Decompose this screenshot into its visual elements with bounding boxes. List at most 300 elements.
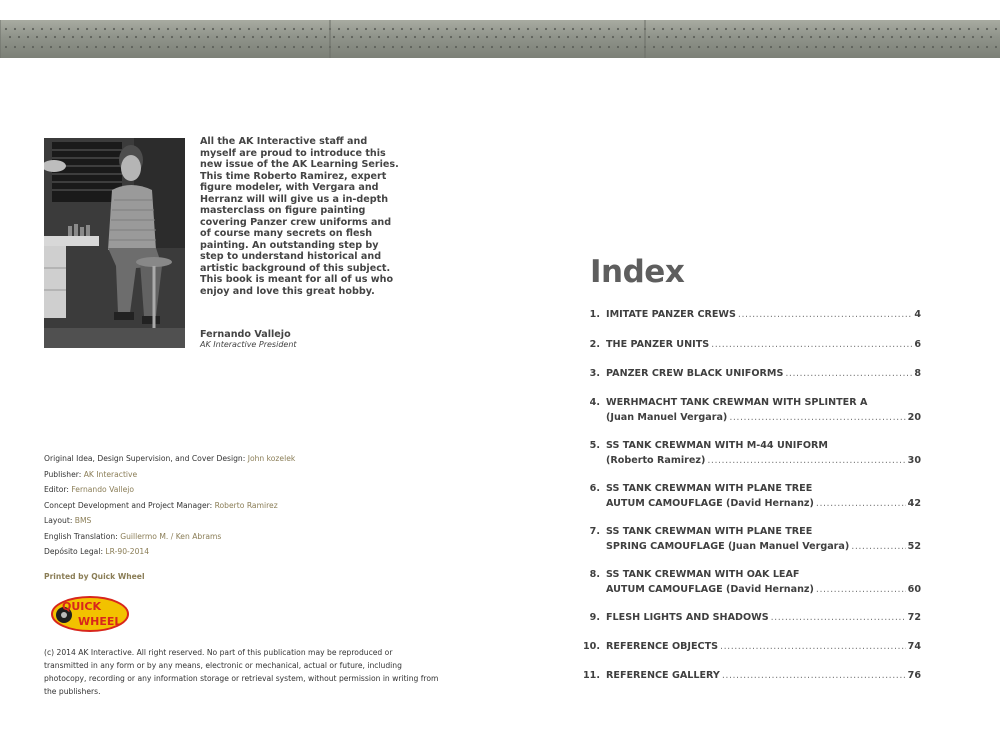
rivet [923,28,925,30]
rivet [198,36,200,38]
rivet [869,46,871,48]
rivet [653,46,655,48]
toc-page-number: 30 [907,454,921,466]
rivet [59,28,61,30]
toc-number: 5. [589,440,600,451]
rivet [149,28,151,30]
rivet [50,28,52,30]
rivet [437,28,439,30]
rivet [149,46,151,48]
rivet [5,28,7,30]
rivet [347,46,349,48]
rivet [752,28,754,30]
rivet [896,46,898,48]
quick-wheel-logo [50,594,132,638]
rivet [608,46,610,48]
rivet [392,46,394,48]
rivet [590,28,592,30]
toc-title: SS TANK CREWMAN WITH M-44 UNIFORM [606,440,828,451]
rivet [428,46,430,48]
rivet [959,28,961,30]
rivet [851,28,853,30]
toc-title: SPRING CAMOUFLAGE (Juan Manuel Vergara) [606,540,850,552]
rivet [585,36,587,38]
rivet [108,36,110,38]
dot-leader [851,540,905,555]
rivet [846,36,848,38]
rivet [653,28,655,30]
rivet [90,36,92,38]
rivet [648,36,650,38]
rivet [158,28,160,30]
rivet [441,36,443,38]
rivet [203,46,205,48]
rivet [558,36,560,38]
toc-number: 8. [589,569,600,580]
rivet [239,28,241,30]
rivet [891,36,893,38]
rivet [923,46,925,48]
rivet [504,36,506,38]
dot-leader [816,583,906,598]
rivet [689,46,691,48]
rivet [662,28,664,30]
rivet [297,36,299,38]
rivet [473,28,475,30]
rivet [896,28,898,30]
rivet [50,46,52,48]
rivet [878,46,880,48]
rivet [113,46,115,48]
riveted-metal-banner [0,20,1000,58]
rivet [572,46,574,48]
rivet [18,36,20,38]
rivet [765,36,767,38]
rivet [491,28,493,30]
rivet [491,46,493,48]
rivet [986,28,988,30]
toc-title: AUTUM CAMOUFLAGE (David Hernanz) [606,583,814,595]
rivet [374,28,376,30]
rivet [545,46,547,48]
rivet [464,28,466,30]
rivet [554,46,556,48]
rivet [671,28,673,30]
rivet [392,28,394,30]
toc-page-number: 20 [907,411,921,423]
rivet [635,28,637,30]
rivet [702,36,704,38]
rivet [945,36,947,38]
rivet [135,36,137,38]
rivet [270,36,272,38]
rivet [518,28,520,30]
rivet [482,46,484,48]
rivet [581,28,583,30]
rivet [306,36,308,38]
rivet [311,46,313,48]
rivet [590,46,592,48]
rivet [860,46,862,48]
dot-leader [816,497,906,512]
rivet [482,28,484,30]
rivet [729,36,731,38]
rivet [545,28,547,30]
rivet [32,28,34,30]
rivet [608,28,610,30]
logo-word-1: QUICK [62,600,101,613]
rivet [257,28,259,30]
rivet [536,28,538,30]
rivet [320,28,322,30]
rivet [72,36,74,38]
credit-label: Layout: [44,516,73,525]
signature-title: AK Interactive President [200,340,297,349]
rivet [212,46,214,48]
rivet [882,36,884,38]
rivet [189,36,191,38]
rivet [351,36,353,38]
rivet [801,36,803,38]
rivet [779,28,781,30]
rivet [185,46,187,48]
rivet [342,36,344,38]
rivet [315,36,317,38]
rivet [810,36,812,38]
rivet [446,46,448,48]
rivet [738,36,740,38]
rivet [689,28,691,30]
toc-page-number: 6 [914,339,921,350]
rivet [32,46,34,48]
credit-line [44,513,464,529]
rivet [432,36,434,38]
credits-list [44,451,464,560]
rivet [927,36,929,38]
credit-line [44,482,464,498]
rivet [95,28,97,30]
rivet [675,36,677,38]
rivet [914,46,916,48]
rivet [176,28,178,30]
rivet [225,36,227,38]
toc-title: IMITATE PANZER CREWS [606,309,736,320]
rivet [68,28,70,30]
rivet [968,28,970,30]
rivet [293,28,295,30]
rivet [950,28,952,30]
rivet [320,46,322,48]
rivet [324,36,326,38]
rivet [824,46,826,48]
rivet [905,28,907,30]
portrait-photo [44,138,185,348]
rivet [378,36,380,38]
rivet [387,36,389,38]
rivet [869,28,871,30]
rivet [302,28,304,30]
rivet [783,36,785,38]
dot-leader [720,640,906,655]
signature-name: Fernando Vallejo [200,329,291,340]
dot-leader [785,367,912,382]
rivet [747,36,749,38]
rivet [563,46,565,48]
toc-title: PANZER CREW BLACK UNIFORMS [606,368,784,379]
rivet [414,36,416,38]
rivet [914,28,916,30]
rivet [603,36,605,38]
rivet [752,46,754,48]
rivet [495,36,497,38]
rivet [963,36,965,38]
rivet [455,28,457,30]
rivet [698,28,700,30]
rivet [239,46,241,48]
rivet [230,46,232,48]
rivet [95,46,97,48]
rivet [761,28,763,30]
rivet [104,46,106,48]
rivet [509,28,511,30]
rivet [725,28,727,30]
rivet [806,46,808,48]
rivet [252,36,254,38]
rivet [617,46,619,48]
rivet [140,46,142,48]
rivet [761,46,763,48]
toc-page-number: 60 [907,583,921,595]
rivet [716,28,718,30]
rivet [972,36,974,38]
rivet [743,28,745,30]
rivet [374,46,376,48]
rivet [743,46,745,48]
credit-line [44,498,464,514]
rivet [477,36,479,38]
rivet [864,36,866,38]
rivet [401,28,403,30]
rivet [500,28,502,30]
rivet [788,46,790,48]
credit-label: Publisher: [44,469,82,479]
credit-value: John kozelek [247,454,296,463]
rivet [878,28,880,30]
rivet [207,36,209,38]
rivet [572,28,574,30]
rivet [131,28,133,30]
rivet [9,36,11,38]
toc-title: AUTUM CAMOUFLAGE (David Hernanz) [606,497,814,509]
rivet [131,46,133,48]
rivet [365,46,367,48]
rivet [311,28,313,30]
rivet [792,36,794,38]
credit-line [44,544,464,560]
rivet [918,36,920,38]
rivet [698,46,700,48]
rivet [842,46,844,48]
rivet [797,28,799,30]
credit-value: Fernando Vallejo [71,485,135,494]
rivet [261,36,263,38]
toc-number: 7. [589,526,600,537]
rivet [995,28,997,30]
toc-number: 1. [589,309,600,320]
rivet [941,46,943,48]
rivet [594,36,596,38]
rivet [806,28,808,30]
rivet [540,36,542,38]
rivet [266,28,268,30]
rivet [383,46,385,48]
rivet [950,46,952,48]
rivet [662,46,664,48]
rivet [194,46,196,48]
rivet [905,46,907,48]
rivet [527,28,529,30]
rivet [41,46,43,48]
rivet [405,36,407,38]
rivet [356,46,358,48]
rivet [819,36,821,38]
rivet [707,28,709,30]
rivet [630,36,632,38]
credit-value: Guillermo M. / Ken Abrams [120,531,222,541]
rivet [518,46,520,48]
rivet [126,36,128,38]
rivet [347,28,349,30]
rivet [941,28,943,30]
dot-leader [722,669,906,684]
rivet [410,28,412,30]
rivet [81,36,83,38]
rivet [873,36,875,38]
toc-title: (Juan Manuel Vergara) [606,411,728,423]
rivet [770,46,772,48]
rivet [599,46,601,48]
rivet [176,46,178,48]
rivet [284,46,286,48]
rivet [977,28,979,30]
dot-leader [738,308,912,323]
rivet [635,46,637,48]
rivet [54,36,56,38]
rivet [716,46,718,48]
rivet [144,36,146,38]
rivet [410,46,412,48]
toc-title: SS TANK CREWMAN WITH OAK LEAF [606,569,800,580]
rivet [162,36,164,38]
rivet [158,46,160,48]
rivet [815,46,817,48]
rivet [536,46,538,48]
rivet [900,36,902,38]
rivet [986,46,988,48]
rivet [221,28,223,30]
rivet [842,28,844,30]
rivet [248,28,250,30]
rivet [153,36,155,38]
rivet [500,46,502,48]
credit-value: Roberto Ramirez [214,500,278,510]
rivet [36,36,38,38]
credit-line [44,467,464,483]
rivet [576,36,578,38]
rivet [617,28,619,30]
toc-title: SS TANK CREWMAN WITH PLANE TREE [606,526,813,537]
rivet [5,46,7,48]
rivet [639,36,641,38]
rivet [338,46,340,48]
rivet [981,36,983,38]
intro-paragraph: All the AK Interactive staff and myself are proud to introduce this new issue of the AK Learning Series. This time Roberto Ramirez, expert figure modeler, with Vergara and Herranz will will give us a in-depth masterclass on figure painting covering Panzer crew uniforms and of course many secrets on flesh painting. An outstanding step by step to understand historical and artistic background of this subject. This book is meant for all of us who enjoy and love this great hobby. [200,136,399,297]
toc-number: 6. [589,483,600,494]
toc-title: FLESH LIGHTS AND SHADOWS [606,612,769,623]
rivet [338,28,340,30]
rivet [833,46,835,48]
rivet [279,36,281,38]
rivet [437,46,439,48]
rivet [288,36,290,38]
rivet [774,36,776,38]
rivet [86,28,88,30]
rivet [459,36,461,38]
rivet [833,28,835,30]
rivet [797,46,799,48]
toc-number: 3. [589,368,600,379]
toc-page-number: 4 [914,309,921,320]
rivet [680,28,682,30]
rivet [932,46,934,48]
rivet [693,36,695,38]
rivet [612,36,614,38]
rivet [140,28,142,30]
rivet [567,36,569,38]
rivet [401,46,403,48]
rivet [122,46,124,48]
toc-title: REFERENCE GALLERY [606,670,720,681]
rivet [554,28,556,30]
toc-page-number: 76 [907,670,921,681]
rivet [45,36,47,38]
rivet [815,28,817,30]
dot-leader [707,454,905,469]
toc-page-number: 8 [914,368,921,379]
rivet [203,28,205,30]
rivet [356,28,358,30]
rivet [104,28,106,30]
rivet [257,46,259,48]
rivet [167,46,169,48]
rivet [734,46,736,48]
rivet [14,46,16,48]
rivet [770,28,772,30]
toc-title: WERHMACHT TANK CREWMAN WITH SPLINTER A [606,397,868,408]
rivet [230,28,232,30]
rivet [77,46,79,48]
rivet [23,46,25,48]
rivet [365,28,367,30]
rivet [734,28,736,30]
rivet [275,28,277,30]
rivet [531,36,533,38]
rivet [117,36,119,38]
rivet [167,28,169,30]
toc-page-number: 72 [907,612,921,623]
rivet [185,28,187,30]
rivet [855,36,857,38]
